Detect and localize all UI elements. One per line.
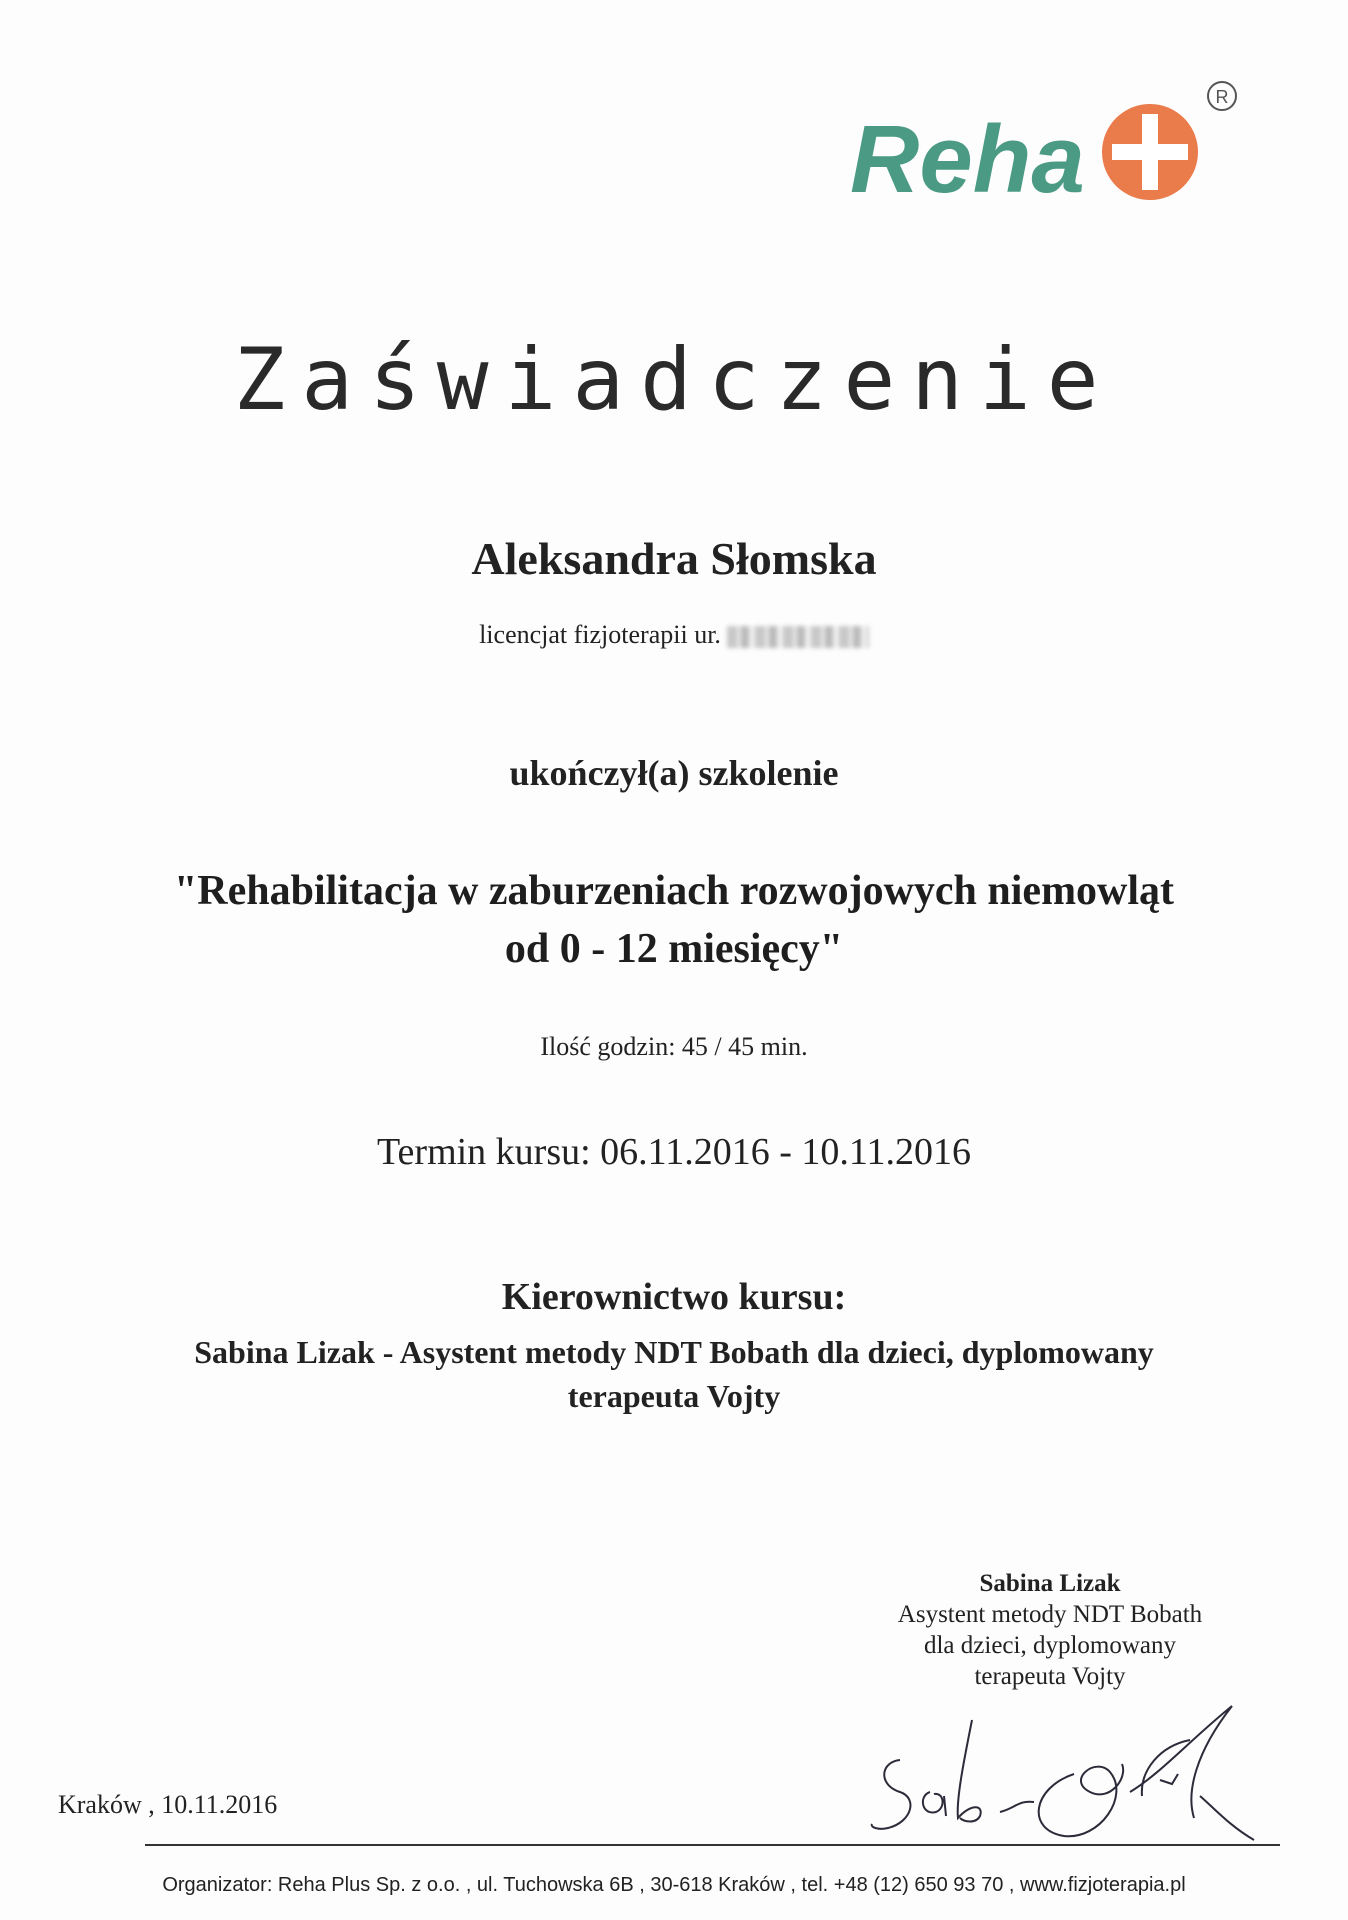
- signatory-block: [850, 1568, 1250, 1692]
- organizer-footer: Organizator: Reha Plus Sp. z o.o. , ul. Tuchowska 6B , 30-618 Kraków , tel. +48 (12) 650 93 70 , www.fizjoterapia.pl: [162, 1874, 1186, 1896]
- management-details: [60, 1330, 1288, 1418]
- signatory-line-3: terapeuta Vojty: [974, 1663, 1126, 1690]
- degree-text: licencjat fizjoterapii ur.: [479, 620, 721, 649]
- course-title-line-1: "Rehabilitacja w zaburzeniach rozwojowych niemowląt: [173, 868, 1175, 914]
- course-title: [0, 862, 1348, 978]
- reha-plus-logo-graphic: [850, 80, 1250, 220]
- logo-wordmark: Reha: [850, 106, 1085, 213]
- recipient-name: Aleksandra Słomska: [471, 533, 877, 584]
- hours-line: Ilość godzin: 45 / 45 min.: [540, 1032, 808, 1061]
- management-line-1: Sabina Lizak - Asystent metody NDT Bobath dla dzieci, dyplomowany: [194, 1334, 1154, 1370]
- logo-plus-vertical: [1142, 114, 1158, 190]
- completed-line: ukończył(a) szkolenie: [509, 753, 839, 793]
- course-title-line-2: od 0 - 12 miesięcy": [504, 926, 844, 972]
- degree-line: [0, 620, 1348, 650]
- place-and-date: Kraków , 10.11.2016: [58, 1790, 278, 1819]
- reha-plus-logo: [850, 80, 1250, 220]
- management-line-2: terapeuta Vojty: [567, 1378, 781, 1414]
- signatory-line-1: Asystent metody NDT Bobath: [897, 1601, 1203, 1628]
- document-title: Zaświadczenie: [233, 330, 1115, 430]
- signatory-name: Sabina Lizak: [979, 1570, 1121, 1597]
- signatory-line-2: dla dzieci, dyplomowany: [923, 1632, 1176, 1659]
- redacted-birthdate: [727, 626, 869, 648]
- management-heading: Kierownictwo kursu:: [501, 1276, 847, 1318]
- term-line: Termin kursu: 06.11.2016 - 10.11.2016: [376, 1131, 972, 1173]
- footer-divider: [145, 1844, 1280, 1846]
- registered-mark: R: [1215, 87, 1229, 107]
- handwritten-signature: [860, 1700, 1300, 1850]
